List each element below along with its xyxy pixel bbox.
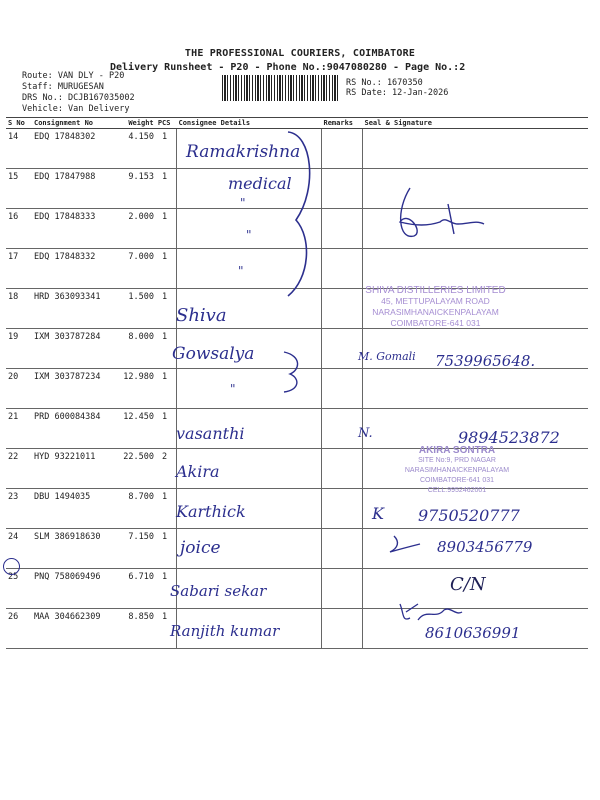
seal-cell: [363, 129, 589, 169]
handwritten-name: medical: [228, 174, 292, 193]
col-consignee: Consignee Details: [177, 118, 322, 129]
pcs-cell: 1: [160, 489, 177, 529]
rs-no: RS No.: 1670350: [346, 78, 423, 88]
sno-cell: 16: [6, 209, 32, 249]
remarks-cell: [322, 169, 363, 209]
weight-cell: 12.980: [108, 369, 160, 409]
pcs-cell: 1: [160, 569, 177, 609]
remarks-cell: [322, 249, 363, 289]
handwritten-name: Gowsalya: [172, 344, 255, 364]
bracket-brace: [282, 128, 322, 300]
handwritten-signature: N.: [358, 426, 373, 441]
route: Route: VAN DLY - P20: [22, 71, 125, 81]
consignment-cell: IXM 303787284: [32, 329, 108, 369]
ditto-mark: ": [238, 264, 244, 278]
sno-cell: 14: [6, 129, 32, 169]
rs-date: RS Date: 12-Jan-2026: [346, 88, 449, 98]
weight-cell: 12.450: [108, 409, 160, 449]
weight-cell: 7.150: [108, 529, 160, 569]
handwritten-signature: M. Gomali: [358, 350, 416, 363]
sno-cell: 15: [6, 169, 32, 209]
weight-cell: 2.000: [108, 209, 160, 249]
remarks-cell: [322, 329, 363, 369]
company-stamp: [372, 446, 542, 496]
vehicle: Vehicle: Van Delivery: [22, 104, 130, 114]
col-weight-pcs: Weight PCS: [108, 118, 177, 129]
handwritten-name: Ranjith kumar: [170, 622, 280, 640]
handwritten-phone: 8610636991: [425, 624, 521, 642]
sno-cell: 24: [6, 529, 32, 569]
handwritten-mark: K: [372, 504, 384, 523]
sno-cell: 22: [6, 449, 32, 489]
pcs-cell: 1: [160, 129, 177, 169]
consignment-cell: HRD 363093341: [32, 289, 108, 329]
pcs-cell: 1: [160, 409, 177, 449]
consignment-cell: EDQ 17848333: [32, 209, 108, 249]
sno-cell: 17: [6, 249, 32, 289]
consignment-cell: IXM 303787234: [32, 369, 108, 409]
weight-cell: 9.153: [108, 169, 160, 209]
weight-cell: 8.700: [108, 489, 160, 529]
handwritten-note: C/N: [450, 574, 486, 595]
pcs-cell: 1: [160, 529, 177, 569]
company-stamp: [348, 285, 523, 329]
runsheet-subtitle: Delivery Runsheet - P20 - Phone No.:9047080280 - Page No.:2: [110, 62, 466, 73]
table-row: [6, 569, 588, 609]
consignment-cell: PNQ 758069496: [32, 569, 108, 609]
consignment-cell: EDQ 17847988: [32, 169, 108, 209]
handwritten-name: Karthick: [176, 502, 246, 521]
col-seal: Seal & Signature: [363, 118, 589, 129]
consignment-cell: PRD 600084384: [32, 409, 108, 449]
remarks-cell: [322, 569, 363, 609]
barcode: [222, 75, 340, 101]
col-sno: S No: [6, 118, 32, 129]
weight-cell: 4.150: [108, 129, 160, 169]
pcs-cell: 1: [160, 369, 177, 409]
pcs-cell: 1: [160, 329, 177, 369]
handwritten-name: joice: [180, 538, 221, 558]
ditto-mark: ": [230, 382, 236, 396]
seal-cell: [363, 369, 589, 409]
col-consignment: Consignment No: [32, 118, 108, 129]
sno-cell: 20: [6, 369, 32, 409]
weight-cell: 7.000: [108, 249, 160, 289]
remarks-cell: [322, 129, 363, 169]
weight-cell: 6.710: [108, 569, 160, 609]
pcs-cell: 2: [160, 449, 177, 489]
handwritten-name: vasanthi: [176, 424, 245, 443]
stamp-line: NARASIMHANAICKENPALAYAM: [404, 467, 510, 474]
signature-scribble: [384, 532, 424, 558]
weight-cell: 22.500: [108, 449, 160, 489]
sno-cell: 25: [6, 569, 32, 609]
consignment-cell: SLM 386918630: [32, 529, 108, 569]
stamp-line: CELL:9952462001: [427, 487, 487, 494]
remarks-cell: [322, 209, 363, 249]
pcs-cell: 1: [160, 249, 177, 289]
consignment-cell: HYD 93221011: [32, 449, 108, 489]
stamp-line: 45, METTUPALAYAM ROAD: [381, 296, 490, 306]
handwritten-phone: 8903456779: [437, 538, 533, 556]
stamp-line: COIMBATORE-641 031: [390, 318, 481, 328]
pcs-cell: 1: [160, 609, 177, 649]
consignment-cell: DBU 1494035: [32, 489, 108, 529]
stamp-line: NARASIMHANAICKENPALAYAM: [372, 307, 499, 317]
company-title: THE PROFESSIONAL COURIERS, COIMBATORE: [184, 48, 416, 59]
handwritten-name: Ramakrishna: [186, 142, 301, 162]
stamp-line: COIMBATORE-641 031: [419, 477, 495, 484]
signature-scribble: [388, 180, 488, 250]
bracket-brace: [280, 348, 306, 396]
pcs-cell: 1: [160, 169, 177, 209]
handwritten-name: Akira: [176, 462, 220, 481]
pcs-cell: 1: [160, 209, 177, 249]
sno-cell: 23: [6, 489, 32, 529]
ditto-mark: ": [240, 196, 246, 210]
weight-cell: 8.850: [108, 609, 160, 649]
ditto-mark: ": [246, 228, 252, 242]
table-header-row: [6, 118, 588, 129]
handwritten-phone: 9750520777: [418, 506, 520, 525]
pcs-cell: 1: [160, 289, 177, 329]
remarks-cell: [322, 609, 363, 649]
weight-cell: 8.000: [108, 329, 160, 369]
drs-no: DRS No.: DCJB167035002: [22, 93, 135, 103]
remarks-cell: [322, 449, 363, 489]
remarks-cell: [322, 369, 363, 409]
consignment-cell: EDQ 17848302: [32, 129, 108, 169]
handwritten-phone: 9894523872: [458, 428, 560, 447]
stamp-line: SITE No:9, PRD NAGAR: [418, 457, 496, 464]
weight-cell: 1.500: [108, 289, 160, 329]
stamp-line: AKIRA SONTRA: [418, 445, 496, 456]
col-remarks: Remarks: [322, 118, 363, 129]
sno-cell: 26: [6, 609, 32, 649]
handwritten-phone: 7539965648.: [435, 352, 536, 370]
consignment-cell: EDQ 17848332: [32, 249, 108, 289]
sno-cell: 19: [6, 329, 32, 369]
seal-cell: [363, 249, 589, 289]
route-info: [22, 71, 135, 115]
handwritten-name: Sabari sekar: [170, 582, 267, 600]
remarks-cell: [322, 529, 363, 569]
sno-cell: 21: [6, 409, 32, 449]
sno-cell: 18: [6, 289, 32, 329]
remarks-cell: [322, 489, 363, 529]
consignment-cell: MAA 304662309: [32, 609, 108, 649]
staff: Staff: MURUGESAN: [22, 82, 104, 92]
remarks-cell: [322, 409, 363, 449]
handwritten-name: Shiva: [176, 305, 227, 326]
circled-mark: [3, 558, 20, 575]
stamp-line: SHIVA DISTILLERIES LIMITED: [365, 285, 506, 296]
